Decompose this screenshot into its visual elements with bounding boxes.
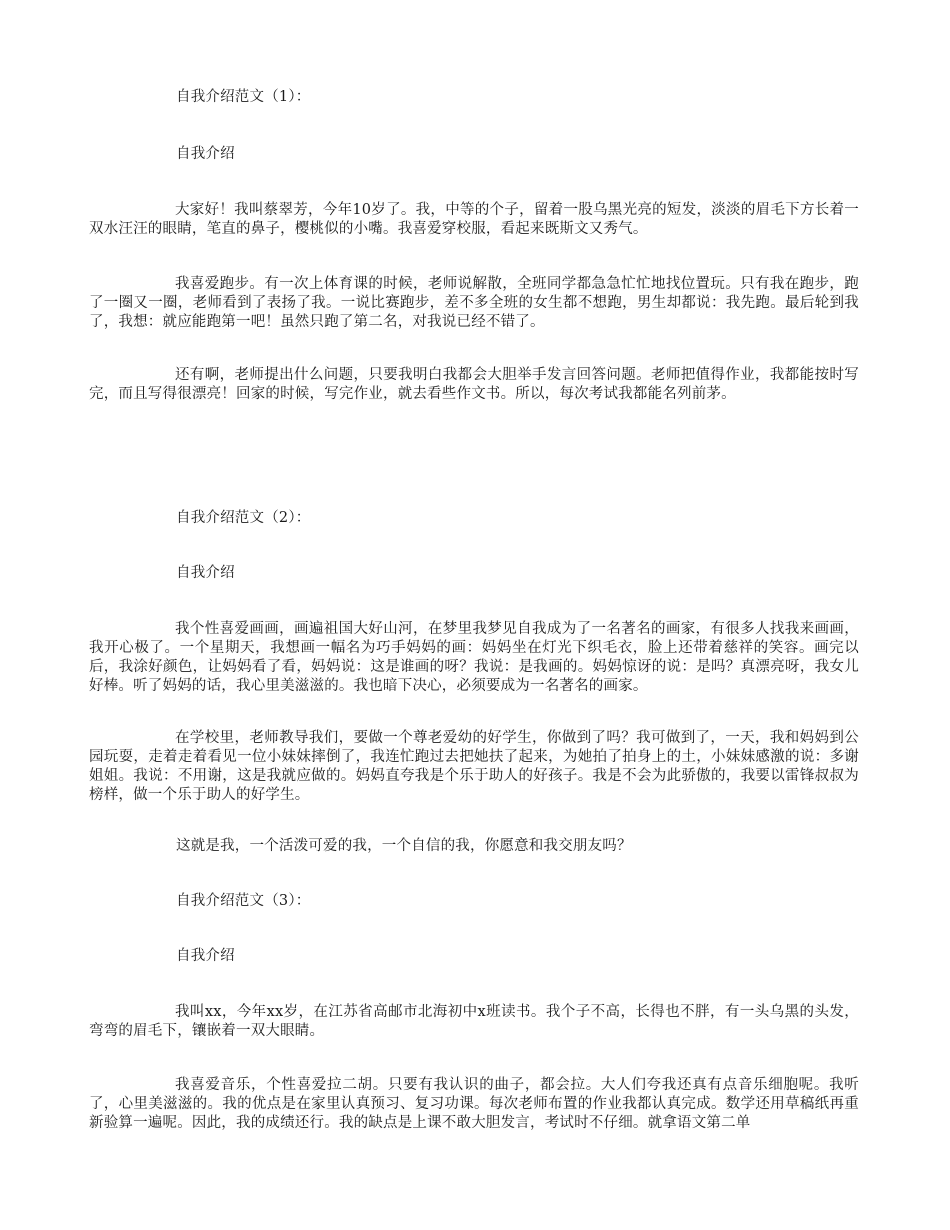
paragraph: 我喜爱跑步。有一次上体育课的时候，老师说解散，全班同学都急急忙忙地找位置玩。只有我在跑步，跑了一圈又一圈，老师看到了表扬了我。一说比赛跑步，差不多全班的女生都不想跑，男生却都说：我先跑。最后轮到我了，我想：就应能跑第一吧！虽然只跑了第二名，对我说已经不错了。 — [89, 276, 859, 330]
section-title: 自我介绍 — [176, 565, 235, 581]
section-heading: 自我介绍范文（1）： — [176, 89, 311, 105]
section-heading: 自我介绍范文（3）： — [176, 893, 311, 909]
paragraph: 我个性喜爱画画，画遍祖国大好山河，在梦里我梦见自我成为了一名著名的画家，有很多人找我来画画，我开心极了。一个星期天，我想画一幅名为巧手妈妈的画：妈妈坐在灯光下织毛衣，脸上还带着慈祥的笑容。画完以后，我涂好颜色，让妈妈看了看，妈妈说：这是谁画的呀？我说：是我画的。妈妈惊讶的说：是吗？真漂亮呀，我女儿好棒。听了妈妈的话，我心里美滋滋的。我也暗下决心，必须要成为一名著名的画家。 — [89, 621, 859, 694]
section-title: 自我介绍 — [176, 948, 235, 964]
paragraph: 大家好！我叫蔡翠芳，今年10岁了。我，中等的个子，留着一股乌黑光亮的短发，淡淡的眉毛下方长着一双水汪汪的眼睛，笔直的鼻子，樱桃似的小嘴。我喜爱穿校服，看起来既斯文又秀气。 — [89, 202, 859, 237]
paragraph: 这就是我，一个活泼可爱的我，一个自信的我，你愿意和我交朋友吗？ — [176, 838, 632, 854]
section-heading: 自我介绍范文（2）： — [176, 510, 311, 526]
paragraph: 我叫xx，今年xx岁，在江苏省高邮市北海初中x班读书。我个子不高，长得也不胖，有一头乌黑的头发，弯弯的眉毛下，镶嵌着一双大眼睛。 — [89, 1004, 859, 1039]
paragraph: 我喜爱音乐，个性喜爱拉二胡。只要有我认识的曲子，都会拉。大人们夸我还真有点音乐细胞呢。我听了，心里美滋滋的。我的优点是在家里认真预习、复习功课。每次老师布置的作业我都认真完成。数学还用草稿纸再重新验算一遍呢。因此，我的成绩还行。我的缺点是上课不敢大胆发言，考试时不仔细。就拿语文第二单 — [89, 1077, 859, 1131]
section-title: 自我介绍 — [176, 146, 235, 162]
paragraph: 还有啊，老师提出什么问题，只要我明白我都会大胆举手发言回答问题。老师把值得作业，我都能按时写完，而且写得很漂亮！回家的时候，写完作业，就去看些作文书。所以，每次考试我都能名列前茅。 — [89, 367, 859, 402]
paragraph: 在学校里，老师教导我们，要做一个尊老爱幼的好学生，你做到了吗？我可做到了，一天，我和妈妈到公园玩耍，走着走着看见一位小妹妹摔倒了，我连忙跑过去把她扶了起来，为她拍了拍身上的土，小妹妹感激的说：多谢姐姐。我说：不用谢，这是我就应做的。妈妈直夸我是个乐于助人的好孩子。我是不会为此骄傲的，我要以雷锋叔叔为榜样，做一个乐于助人的好学生。 — [89, 730, 859, 803]
